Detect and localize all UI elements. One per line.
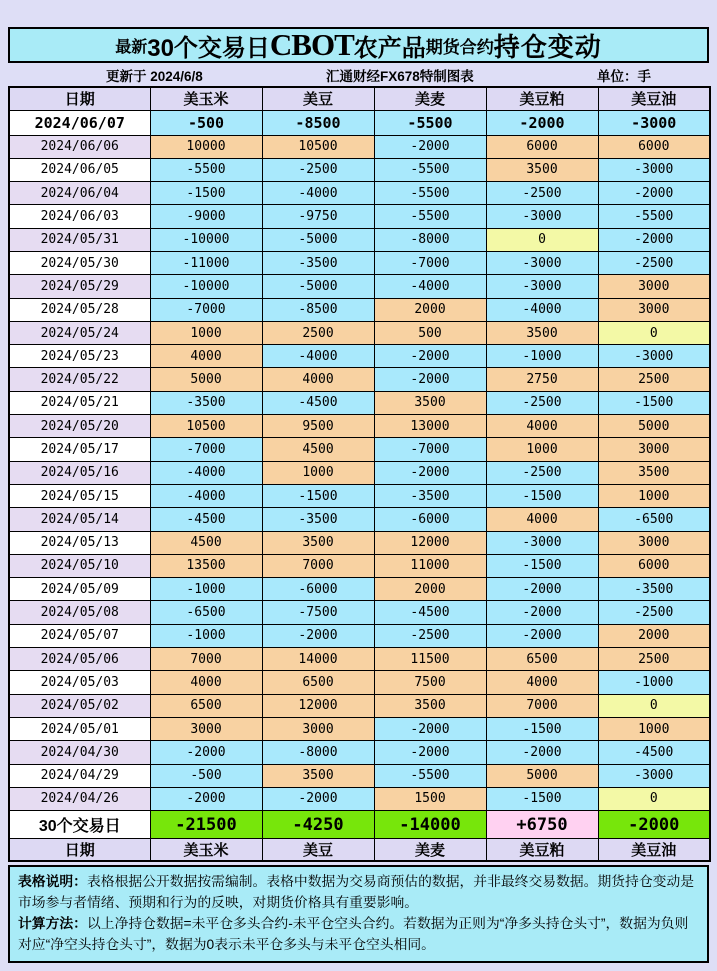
value-cell: -1500 <box>486 787 598 810</box>
date-cell: 2024/04/26 <box>9 787 150 810</box>
footer-col-corn: 美玉米 <box>150 839 262 862</box>
value-cell: -3000 <box>598 345 710 368</box>
value-cell: -2000 <box>150 741 262 764</box>
value-cell: 6500 <box>150 694 262 717</box>
notes-paragraph-method <box>18 913 699 955</box>
value-cell: -5500 <box>598 205 710 228</box>
value-cell: -1500 <box>486 484 598 507</box>
value-cell: -2500 <box>262 158 374 181</box>
value-cell: -2000 <box>374 135 486 158</box>
value-cell: 13500 <box>150 554 262 577</box>
value-cell: -500 <box>150 764 262 787</box>
table-row <box>9 461 710 484</box>
value-cell: -4500 <box>262 391 374 414</box>
date-cell: 2024/04/29 <box>9 764 150 787</box>
table-row <box>9 135 710 158</box>
value-cell: 4000 <box>486 671 598 694</box>
value-cell: 6500 <box>486 648 598 671</box>
title-part: 期货合约 <box>425 37 494 57</box>
date-cell: 2024/05/30 <box>9 251 150 274</box>
date-cell: 2024/05/28 <box>9 298 150 321</box>
footer-col-date: 日期 <box>9 839 150 862</box>
date-cell: 2024/05/29 <box>9 275 150 298</box>
date-cell: 2024/05/08 <box>9 601 150 624</box>
value-cell: -2000 <box>374 741 486 764</box>
table-row <box>9 554 710 577</box>
date-cell: 2024/04/30 <box>9 741 150 764</box>
value-cell: 7000 <box>262 554 374 577</box>
value-cell: -3000 <box>486 251 598 274</box>
value-cell: -6000 <box>262 578 374 601</box>
date-cell: 2024/05/07 <box>9 624 150 647</box>
positions-table <box>8 86 711 862</box>
summary-value-soymeal: +6750 <box>486 811 598 839</box>
value-cell: 2500 <box>598 648 710 671</box>
value-cell: -2500 <box>374 624 486 647</box>
table-row <box>9 531 710 554</box>
value-cell: -3000 <box>598 158 710 181</box>
value-cell: -7000 <box>374 251 486 274</box>
value-cell: -5500 <box>374 205 486 228</box>
date-cell: 2024/05/13 <box>9 531 150 554</box>
value-cell: 7500 <box>374 671 486 694</box>
value-cell: -3500 <box>262 508 374 531</box>
value-cell: 3000 <box>598 275 710 298</box>
col-header-soyoil: 美豆油 <box>598 87 710 110</box>
value-cell: -4000 <box>150 484 262 507</box>
value-cell: 12000 <box>262 694 374 717</box>
value-cell: -8000 <box>262 741 374 764</box>
value-cell: 1000 <box>150 321 262 344</box>
date-cell: 2024/05/01 <box>9 717 150 740</box>
table-row <box>9 764 710 787</box>
value-cell: 14000 <box>262 648 374 671</box>
value-cell: -1000 <box>150 624 262 647</box>
value-cell: -4500 <box>374 601 486 624</box>
value-cell: -1500 <box>150 182 262 205</box>
value-cell: 2750 <box>486 368 598 391</box>
value-cell: 5000 <box>150 368 262 391</box>
value-cell: -2000 <box>374 345 486 368</box>
date-cell: 2024/05/16 <box>9 461 150 484</box>
table-row <box>9 345 710 368</box>
value-cell: 3000 <box>598 531 710 554</box>
date-cell: 2024/06/04 <box>9 182 150 205</box>
value-cell: -5500 <box>374 158 486 181</box>
date-cell: 2024/05/02 <box>9 694 150 717</box>
date-cell: 2024/05/20 <box>9 415 150 438</box>
header-row <box>9 87 710 110</box>
value-cell: 4000 <box>486 508 598 531</box>
value-cell: -11000 <box>150 251 262 274</box>
value-cell: -1000 <box>150 578 262 601</box>
value-cell: 3000 <box>262 717 374 740</box>
table-row <box>9 368 710 391</box>
value-cell: -1500 <box>486 717 598 740</box>
table-row <box>9 671 710 694</box>
summary-row <box>9 811 710 839</box>
value-cell: -8500 <box>262 298 374 321</box>
summary-value-corn: -21500 <box>150 811 262 839</box>
value-cell: 0 <box>598 787 710 810</box>
value-cell: 7000 <box>150 648 262 671</box>
notes-text: 以上净持仓数据=未平仓多头合约-未平仓空头合约。若数据为正则为“净多头持仓头寸”，数据为负则对应“净空头持仓头寸”，数据为0表示未平仓多头与未平仓空头相同。 <box>18 916 689 953</box>
value-cell: -4000 <box>262 182 374 205</box>
value-cell: 4000 <box>150 671 262 694</box>
value-cell: 12000 <box>374 531 486 554</box>
value-cell: 2000 <box>598 624 710 647</box>
title-part: 农产品 <box>353 34 426 62</box>
summary-value-wheat: -14000 <box>374 811 486 839</box>
title-part: 持仓变动 <box>493 31 602 62</box>
value-cell: -3000 <box>598 110 710 135</box>
table-row <box>9 158 710 181</box>
value-cell: 3500 <box>374 694 486 717</box>
subtitle-bar <box>8 63 709 86</box>
date-cell: 2024/05/09 <box>9 578 150 601</box>
value-cell: 2000 <box>374 298 486 321</box>
value-cell: -7000 <box>150 298 262 321</box>
value-cell: -3000 <box>486 275 598 298</box>
table-row <box>9 205 710 228</box>
value-cell: -8500 <box>262 110 374 135</box>
value-cell: -1000 <box>598 671 710 694</box>
value-cell: 1000 <box>262 461 374 484</box>
table-row <box>9 648 710 671</box>
value-cell: 3500 <box>262 531 374 554</box>
value-cell: 5000 <box>486 764 598 787</box>
title-part: 30个交易日 <box>147 34 270 62</box>
value-cell: -2000 <box>150 787 262 810</box>
value-cell: -6000 <box>374 508 486 531</box>
date-cell: 2024/06/05 <box>9 158 150 181</box>
value-cell: 3000 <box>598 298 710 321</box>
table-row <box>9 508 710 531</box>
value-cell: 0 <box>598 321 710 344</box>
table-row <box>9 298 710 321</box>
value-cell: -1500 <box>598 391 710 414</box>
date-cell: 2024/06/07 <box>9 110 150 135</box>
value-cell: -2000 <box>374 717 486 740</box>
date-cell: 2024/05/22 <box>9 368 150 391</box>
value-cell: -6500 <box>150 601 262 624</box>
value-cell: -10000 <box>150 228 262 251</box>
unit-label: 单位：手 <box>597 68 651 84</box>
value-cell: -2000 <box>598 182 710 205</box>
value-cell: 10500 <box>150 415 262 438</box>
page-title <box>8 27 709 63</box>
value-cell: -3500 <box>374 484 486 507</box>
value-cell: -1500 <box>486 554 598 577</box>
value-cell: 3500 <box>598 461 710 484</box>
value-cell: -5000 <box>262 228 374 251</box>
value-cell: -3500 <box>150 391 262 414</box>
footer-col-wheat: 美麦 <box>374 839 486 862</box>
table-row <box>9 321 710 344</box>
table-row <box>9 182 710 205</box>
date-cell: 2024/05/06 <box>9 648 150 671</box>
date-cell: 2024/05/17 <box>9 438 150 461</box>
notes-text: 表格根据公开数据按需编制。表格中数据为交易商预估的数据，并非最终交易数据。期货持仓变动是市场参与者情绪、预期和行为的反映，对期货价格具有重要影响。 <box>18 874 695 911</box>
value-cell: -9000 <box>150 205 262 228</box>
table-body <box>9 110 710 811</box>
value-cell: -3000 <box>486 205 598 228</box>
value-cell: 5000 <box>598 415 710 438</box>
date-cell: 2024/05/23 <box>9 345 150 368</box>
value-cell: -2000 <box>486 601 598 624</box>
value-cell: 3500 <box>486 321 598 344</box>
value-cell: 4000 <box>150 345 262 368</box>
value-cell: 10000 <box>150 135 262 158</box>
value-cell: -2500 <box>486 461 598 484</box>
table-row <box>9 484 710 507</box>
value-cell: -2500 <box>598 601 710 624</box>
date-cell: 2024/05/10 <box>9 554 150 577</box>
title-part: 最新 <box>115 38 148 56</box>
value-cell: 10500 <box>262 135 374 158</box>
source-label: 汇通财经FX678特制图表 <box>326 68 474 84</box>
value-cell: 4000 <box>262 368 374 391</box>
value-cell: 4500 <box>150 531 262 554</box>
date-cell: 2024/05/15 <box>9 484 150 507</box>
footer-header-row <box>9 839 710 862</box>
col-header-wheat: 美麦 <box>374 87 486 110</box>
footer-col-soybean: 美豆 <box>262 839 374 862</box>
footer-col-soymeal: 美豆粕 <box>486 839 598 862</box>
date-cell: 2024/05/24 <box>9 321 150 344</box>
value-cell: 4000 <box>486 415 598 438</box>
summary-value-soyoil: -2000 <box>598 811 710 839</box>
value-cell: 2000 <box>374 578 486 601</box>
value-cell: -2500 <box>598 251 710 274</box>
value-cell: -2000 <box>486 110 598 135</box>
table-row <box>9 578 710 601</box>
value-cell: -2000 <box>374 461 486 484</box>
value-cell: -10000 <box>150 275 262 298</box>
notes-label: 表格说明： <box>18 874 87 890</box>
table-row <box>9 601 710 624</box>
table-row <box>9 787 710 810</box>
date-cell: 2024/06/06 <box>9 135 150 158</box>
value-cell: -4000 <box>150 461 262 484</box>
col-header-soymeal: 美豆粕 <box>486 87 598 110</box>
value-cell: -3000 <box>486 531 598 554</box>
table-row <box>9 717 710 740</box>
value-cell: -4500 <box>598 741 710 764</box>
value-cell: -6500 <box>598 508 710 531</box>
value-cell: -2000 <box>486 578 598 601</box>
table-row <box>9 275 710 298</box>
value-cell: -4500 <box>150 508 262 531</box>
notes-box <box>8 865 709 963</box>
value-cell: -7500 <box>262 601 374 624</box>
value-cell: -5500 <box>150 158 262 181</box>
value-cell: -4000 <box>486 298 598 321</box>
value-cell: 4500 <box>262 438 374 461</box>
date-cell: 2024/05/31 <box>9 228 150 251</box>
value-cell: -5500 <box>374 182 486 205</box>
col-header-date: 日期 <box>9 87 150 110</box>
value-cell: -1500 <box>262 484 374 507</box>
value-cell: 6000 <box>486 135 598 158</box>
value-cell: 2500 <box>598 368 710 391</box>
value-cell: -8000 <box>374 228 486 251</box>
value-cell: 7000 <box>486 694 598 717</box>
date-cell: 2024/05/14 <box>9 508 150 531</box>
date-cell: 2024/06/03 <box>9 205 150 228</box>
value-cell: -2000 <box>262 624 374 647</box>
table-row <box>9 251 710 274</box>
value-cell: 1000 <box>598 484 710 507</box>
value-cell: -2000 <box>262 787 374 810</box>
value-cell: 3500 <box>374 391 486 414</box>
value-cell: -4000 <box>374 275 486 298</box>
updated-date: 更新于 2024/6/8 <box>106 68 203 84</box>
value-cell: 0 <box>598 694 710 717</box>
value-cell: -1000 <box>486 345 598 368</box>
footer-col-soyoil: 美豆油 <box>598 839 710 862</box>
value-cell: -2500 <box>486 182 598 205</box>
table-row <box>9 415 710 438</box>
value-cell: 1500 <box>374 787 486 810</box>
value-cell: -3500 <box>598 578 710 601</box>
value-cell: 9500 <box>262 415 374 438</box>
value-cell: -2000 <box>598 228 710 251</box>
table-row <box>9 624 710 647</box>
value-cell: 500 <box>374 321 486 344</box>
value-cell: -7000 <box>150 438 262 461</box>
value-cell: 6000 <box>598 135 710 158</box>
value-cell: 3000 <box>598 438 710 461</box>
table-row <box>9 110 710 135</box>
value-cell: -5500 <box>374 110 486 135</box>
value-cell: -4000 <box>262 345 374 368</box>
col-header-soybean: 美豆 <box>262 87 374 110</box>
value-cell: 13000 <box>374 415 486 438</box>
value-cell: 11500 <box>374 648 486 671</box>
col-header-corn: 美玉米 <box>150 87 262 110</box>
value-cell: 2500 <box>262 321 374 344</box>
value-cell: -9750 <box>262 205 374 228</box>
value-cell: -3000 <box>598 764 710 787</box>
value-cell: 1000 <box>598 717 710 740</box>
table-row <box>9 391 710 414</box>
value-cell: 6000 <box>598 554 710 577</box>
value-cell: -2000 <box>486 624 598 647</box>
value-cell: 0 <box>486 228 598 251</box>
summary-value-soybean: -4250 <box>262 811 374 839</box>
value-cell: 3500 <box>486 158 598 181</box>
title-part-cbot: CBOT <box>269 27 354 62</box>
table-row <box>9 694 710 717</box>
value-cell: 11000 <box>374 554 486 577</box>
value-cell: 6500 <box>262 671 374 694</box>
notes-label: 计算方法： <box>18 916 87 932</box>
value-cell: -2000 <box>374 368 486 391</box>
value-cell: -5500 <box>374 764 486 787</box>
table-row <box>9 228 710 251</box>
date-cell: 2024/05/03 <box>9 671 150 694</box>
value-cell: -500 <box>150 110 262 135</box>
notes-paragraph-explanation <box>18 871 699 913</box>
table-row <box>9 741 710 764</box>
summary-label: 30个交易日 <box>9 811 150 839</box>
value-cell: -2000 <box>486 741 598 764</box>
value-cell: -3500 <box>262 251 374 274</box>
value-cell: 3000 <box>150 717 262 740</box>
value-cell: -7000 <box>374 438 486 461</box>
value-cell: -2500 <box>486 391 598 414</box>
value-cell: -5000 <box>262 275 374 298</box>
table-row <box>9 438 710 461</box>
value-cell: 1000 <box>486 438 598 461</box>
date-cell: 2024/05/21 <box>9 391 150 414</box>
value-cell: 3500 <box>262 764 374 787</box>
